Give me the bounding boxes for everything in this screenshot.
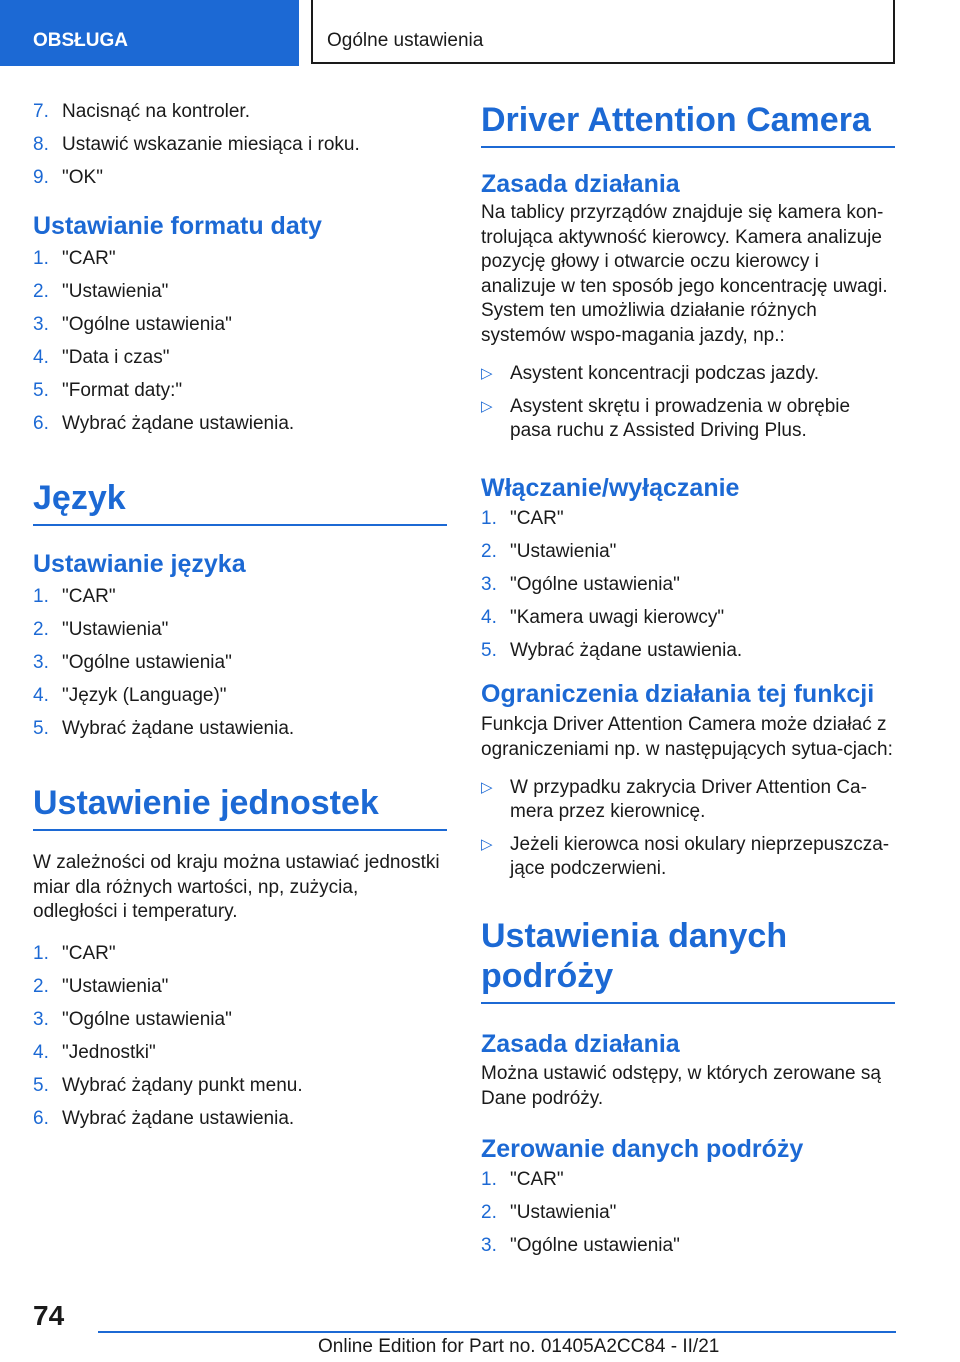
list-item: [33, 346, 447, 379]
list-item: [481, 362, 895, 395]
step-text: Wybrać żądane ustawienia.: [62, 413, 295, 434]
date-format-heading: Ustawianie formatu daty: [33, 212, 322, 240]
language-heading: Ustawianie języka: [33, 550, 246, 578]
step-number: 3.: [33, 1008, 49, 1030]
step-number: 1.: [33, 942, 49, 964]
step-number: 3.: [481, 574, 497, 595]
step-text: Nacisnąć na kontroler.: [62, 101, 250, 122]
step-number: 2.: [33, 281, 49, 302]
step-number: 2.: [33, 975, 49, 997]
step-number: 3.: [481, 1235, 497, 1256]
step-list: [33, 247, 447, 445]
step-number: 3.: [33, 652, 49, 673]
list-item: [481, 573, 895, 606]
triangle-bullet-icon: ▷: [481, 365, 493, 382]
camera-principle-heading: Zasada działania: [481, 170, 680, 198]
units-section-title: Ustawienie jednostek: [33, 783, 447, 831]
left-column: [33, 100, 447, 1140]
step-text: "Ustawienia": [62, 619, 169, 640]
chapter-title: Ogólne ustawienia: [311, 0, 895, 64]
step-list: [33, 100, 447, 199]
step-number: 5.: [33, 380, 49, 401]
list-item: [33, 585, 447, 618]
step-number: 1.: [481, 1169, 497, 1190]
list-item: [33, 1107, 447, 1140]
step-text: "Jednostki": [62, 1041, 156, 1063]
bullet-text: W przypadku zakrycia Driver Attention Ca-mera przez kierownicę.: [510, 777, 867, 822]
step-text: "Ogólne ustawienia": [62, 314, 232, 335]
step-text: "Ogólne ustawienia": [62, 1008, 232, 1030]
list-item: [33, 651, 447, 684]
list-item: [33, 1008, 447, 1041]
step-text: Wybrać żądane ustawienia.: [62, 718, 295, 739]
triangle-bullet-icon: ▷: [481, 779, 493, 796]
trip-section-title: Ustawienia danych podróży: [481, 916, 895, 1004]
step-number: 1.: [33, 586, 49, 607]
language-section-title: Język: [33, 478, 447, 526]
step-number: 4.: [33, 1041, 49, 1063]
step-number: 4.: [481, 607, 497, 628]
step-list: [33, 942, 447, 1140]
step-text: "Ustawienia": [510, 541, 617, 562]
list-item: [481, 833, 895, 890]
footer-divider: [98, 1331, 896, 1333]
list-item: [481, 1201, 895, 1234]
step-number: 5.: [481, 640, 497, 661]
edition-note: Online Edition for Part no. 01405A2CC84 - II/21: [318, 1336, 720, 1357]
reset-heading: Zerowanie danych podróży: [481, 1135, 804, 1163]
step-number: 7.: [33, 101, 49, 122]
bullet-text: Jeżeli kierowca nosi okulary nieprzepuszcza-jące podczerwieni.: [510, 834, 890, 879]
step-number: 6.: [33, 1107, 49, 1129]
list-item: [481, 395, 895, 452]
list-item: [33, 618, 447, 651]
list-item: [481, 776, 895, 833]
list-item: [33, 942, 447, 975]
list-item: [33, 975, 447, 1008]
step-number: 1.: [33, 248, 49, 269]
list-item: [33, 166, 447, 199]
limits-body: Funkcja Driver Attention Camera może działać z ograniczeniami np. w następujących sytua-cjach:: [481, 714, 893, 760]
bullet-list: [481, 362, 895, 452]
bullet-text: Asystent skrętu i prowadzenia w obrębie pasa ruchu z Assisted Driving Plus.: [510, 396, 851, 441]
list-item: [481, 606, 895, 639]
step-text: "Ogólne ustawienia": [62, 652, 232, 673]
step-text: "Ustawienia": [62, 975, 169, 997]
step-text: Wybrać żądane ustawienia.: [510, 640, 743, 661]
list-item: [33, 1041, 447, 1074]
trip-principle-body: Można ustawić odstępy, w których zerowane są Dane podróży.: [481, 1063, 881, 1109]
list-item: [481, 639, 895, 672]
step-number: 4.: [33, 347, 49, 368]
step-text: "Język (Language)": [62, 685, 227, 706]
page-header: [0, 0, 960, 66]
step-text: "Kamera uwagi kierowcy": [510, 607, 725, 628]
trip-principle-heading: Zasada działania: [481, 1030, 680, 1058]
right-column: [481, 100, 895, 1267]
list-item: [481, 1168, 895, 1201]
section-tab: OBSŁUGA: [0, 0, 299, 66]
bullet-list: [481, 776, 895, 890]
step-number: 4.: [33, 685, 49, 706]
step-number: 1.: [481, 508, 497, 529]
triangle-bullet-icon: ▷: [481, 836, 493, 853]
step-text: "Format daty:": [62, 380, 183, 401]
step-number: 2.: [481, 541, 497, 562]
camera-principle-body: Na tablicy przyrządów znajduje się kamera kon-trolująca aktywność kierowcy. Kamera analizuje pozycję głowy i otwarcie oczu kierowcy i analizuje w ten sposób jego koncentrację uwagi. System ten umożliwia działanie różnych systemów wspo-magania jazdy, np.:: [481, 202, 888, 346]
step-number: 5.: [33, 718, 49, 739]
step-text: "CAR": [510, 1169, 564, 1190]
list-item: [33, 379, 447, 412]
list-item: [33, 313, 447, 346]
limits-heading: Ograniczenia działania tej funkcji: [481, 680, 875, 708]
step-text: Wybrać żądane ustawienia.: [62, 1107, 295, 1129]
step-text: Wybrać żądany punkt menu.: [62, 1074, 303, 1096]
step-list: [33, 585, 447, 750]
step-text: "Ustawienia": [62, 281, 169, 302]
triangle-bullet-icon: ▷: [481, 398, 493, 415]
list-item: [33, 684, 447, 717]
step-number: 8.: [33, 134, 49, 155]
list-item: [481, 540, 895, 573]
bullet-text: Asystent koncentracji podczas jazdy.: [510, 363, 820, 384]
list-item: [33, 412, 447, 445]
step-text: "Data i czas": [62, 347, 170, 368]
list-item: [33, 1074, 447, 1107]
camera-section-title: Driver Attention Camera: [481, 100, 895, 148]
step-text: "Ogólne ustawienia": [510, 574, 680, 595]
list-item: [33, 133, 447, 166]
list-item: [33, 717, 447, 750]
step-text: "Ogólne ustawienia": [510, 1235, 680, 1256]
step-list: [481, 507, 895, 672]
step-text: "OK": [62, 167, 103, 188]
list-item: [33, 247, 447, 280]
list-item: [33, 100, 447, 133]
onoff-heading: Włączanie/wyłączanie: [481, 474, 740, 502]
step-number: 3.: [33, 314, 49, 335]
page-number: 74: [33, 1300, 65, 1331]
list-item: [481, 1234, 895, 1267]
step-text: Ustawić wskazanie miesiąca i roku.: [62, 134, 360, 155]
step-list: [481, 1168, 895, 1267]
step-number: 2.: [33, 619, 49, 640]
step-number: 9.: [33, 167, 49, 188]
step-text: "CAR": [62, 248, 116, 269]
list-item: [481, 507, 895, 540]
step-text: "CAR": [62, 586, 116, 607]
list-item: [33, 280, 447, 313]
step-text: "Ustawienia": [510, 1202, 617, 1223]
step-text: "CAR": [510, 508, 564, 529]
step-number: 5.: [33, 1074, 49, 1096]
step-number: 2.: [481, 1202, 497, 1223]
step-number: 6.: [33, 413, 49, 434]
step-text: "CAR": [62, 942, 116, 964]
units-body: W zależności od kraju można ustawiać jednostki miar dla różnych wartości, np, zużycia, odległości i temperatury.: [33, 852, 440, 922]
